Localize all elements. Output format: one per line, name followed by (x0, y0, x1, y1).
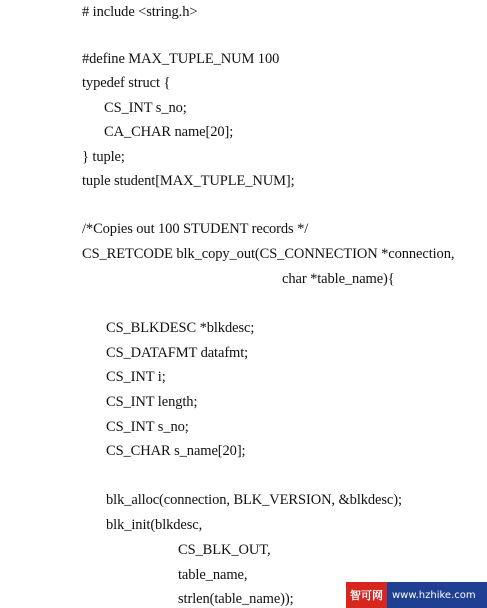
code-line-include: # include <string.h> (82, 4, 198, 20)
code-line-function-param: char *table_name){ (282, 271, 395, 287)
code-line-decl-i: CS_INT i; (106, 369, 166, 385)
code-line-blk-init-arg2: table_name, (178, 567, 248, 583)
code-line-field-sno: CS_INT s_no; (104, 100, 187, 116)
code-line-blk-init: blk_init(blkdesc, (106, 517, 203, 533)
code-line-blk-init-arg3: strlen(table_name)); (178, 591, 294, 607)
code-line-field-name: CA_CHAR name[20]; (104, 124, 234, 140)
code-line-tuple-close: } tuple; (82, 149, 125, 165)
code-line-function-signature: CS_RETCODE blk_copy_out(CS_CONNECTION *connection, (82, 246, 455, 262)
code-line-blk-alloc: blk_alloc(connection, BLK_VERSION, &blkdesc); (106, 492, 402, 508)
code-line-decl-blkdesc: CS_BLKDESC *blkdesc; (106, 320, 255, 336)
watermark-url: www.hzhike.com (387, 582, 487, 608)
code-line-blk-init-arg1: CS_BLK_OUT, (178, 542, 271, 558)
watermark-badge (346, 582, 487, 608)
code-line-decl-length: CS_INT length; (106, 394, 198, 410)
code-line-decl-sname: CS_CHAR s_name[20]; (106, 443, 246, 459)
code-line-define: #define MAX_TUPLE_NUM 100 (82, 51, 280, 67)
code-line-decl-sno: CS_INT s_no; (106, 419, 189, 435)
code-line-typedef: typedef struct { (82, 75, 171, 91)
code-line-decl-datafmt: CS_DATAFMT datafmt; (106, 345, 249, 361)
code-line-comment: /*Copies out 100 STUDENT records */ (82, 221, 309, 237)
code-line-student-array: tuple student[MAX_TUPLE_NUM]; (82, 173, 295, 189)
watermark-site-name: 智可网 (346, 582, 387, 608)
